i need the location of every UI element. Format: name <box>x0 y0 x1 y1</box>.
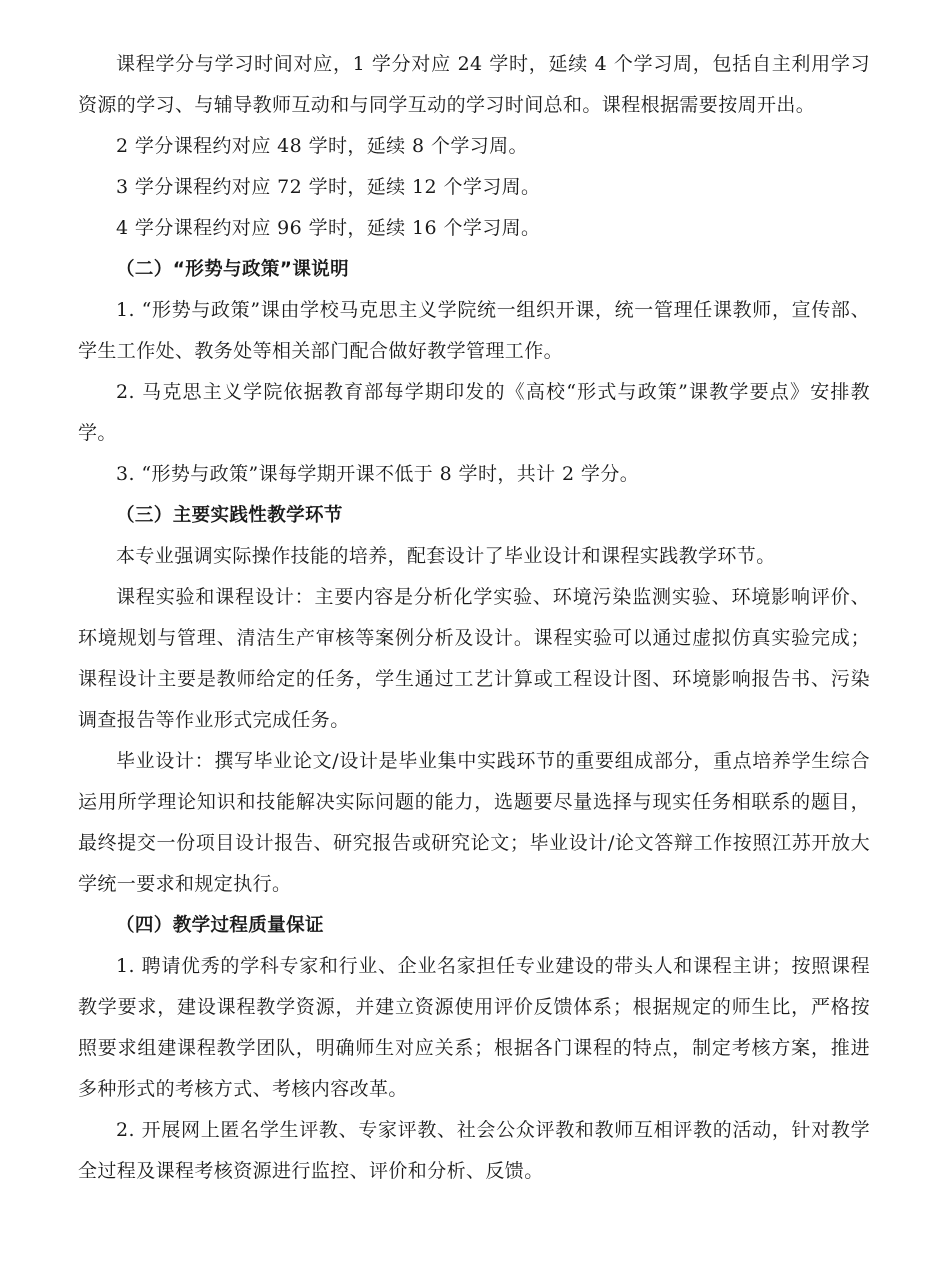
paragraph-policy-1: 1. “形势与政策”课由学校马克思主义学院统一组织开课，统一管理任课教师，宣传部、学生工作处、教务处等相关部门配合做好教学管理工作。 <box>78 299 870 362</box>
paragraph-quality-2: 2. 开展网上匿名学生评教、专家评教、社会公众评教和教师互相评教的活动，针对教学全过程及课程考核资源进行监控、评价和分析、反馈。 <box>78 1119 870 1182</box>
paragraph-policy-2: 2. 马克思主义学院依据教育部每学期印发的《高校“形式与政策”课教学要点》安排教学。 <box>78 381 870 444</box>
paragraph-quality-1: 1. 聘请优秀的学科专家和行业、企业名家担任专业建设的带头人和课程主讲；按照课程教学要求，建设课程教学资源，并建立资源使用评价反馈体系；根据规定的师生比，严格按照要求组建课程教学团队，明确师生对应关系；根据各门课程的特点，制定考核方案，推进多种形式的考核方式、考核内容改革。 <box>78 955 870 1100</box>
paragraph-4-credit: 4 学分课程约对应 96 学时，延续 16 个学习周。 <box>116 217 541 239</box>
paragraph-policy-3: 3. “形势与政策”课每学期开课不低于 8 学时，共计 2 学分。 <box>116 463 640 485</box>
paragraph-credit-hours: 课程学分与学习时间对应，1 学分对应 24 学时，延续 4 个学习周，包括自主利用学习资源的学习、与辅导教师互动和与同学互动的学习时间总和。课程根据需要按周开出。 <box>78 53 870 116</box>
paragraph-2-credit: 2 学分课程约对应 48 学时，延续 8 个学习周。 <box>116 135 528 157</box>
paragraph-course-experiment: 课程实验和课程设计：主要内容是分析化学实验、环境污染监测实验、环境影响评价、环境规划与管理、清洁生产审核等案例分析及设计。课程实验可以通过虚拟仿真实验完成；课程设计主要是教师给定的任务，学生通过工艺计算或工程设计图、环境影响报告书、污染调查报告等作业形式完成任务。 <box>78 586 870 731</box>
section-heading-quality: （四）教学过程质量保证 <box>116 915 324 936</box>
section-heading-practice: （三）主要实践性教学环节 <box>116 505 343 526</box>
paragraph-graduation-design: 毕业设计：撰写毕业论文/设计是毕业集中实践环节的重要组成部分，重点培养学生综合运用所学理论知识和技能解决实际问题的能力，选题要尽量选择与现实任务相联系的题目，最终提交一份项目设计报告、研究报告或研究论文；毕业设计/论文答辩工作按照江苏开放大学统一要求和规定执行。 <box>78 750 870 895</box>
paragraph-practice-intro: 本专业强调实际操作技能的培养，配套设计了毕业设计和课程实践教学环节。 <box>116 545 776 567</box>
section-heading-policy-course: （二）“形势与政策”课说明 <box>116 259 350 280</box>
paragraph-3-credit: 3 学分课程约对应 72 学时，延续 12 个学习周。 <box>116 176 541 198</box>
document-page <box>78 44 870 1192</box>
